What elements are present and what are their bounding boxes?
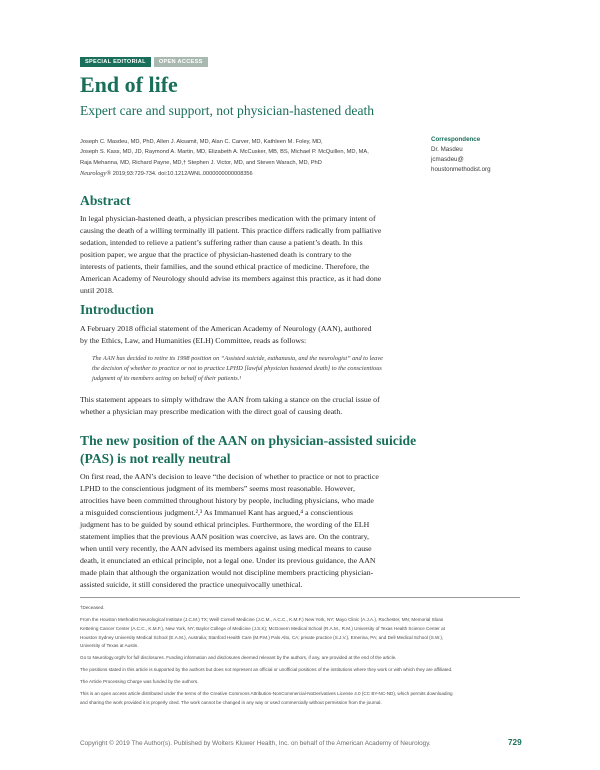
text-line: In legal physician-hastened death, a physician prescribes medication with the primary intent of xyxy=(80,214,376,223)
author-line: Joseph S. Kass, MD, JD, Raymond A. Martin, MD, Elizabeth A. McCusker, MB, BS, Michael P. McQuillen, MD, MA, xyxy=(80,149,369,156)
correspondence-heading: Correspondence xyxy=(431,136,481,143)
section-heading xyxy=(80,432,416,468)
footnote-positions xyxy=(80,666,525,675)
copyright-footer: Copyright © 2019 The Author(s). Published by Wolters Kluwer Health, Inc. on behalf of the American Academy of Neurology. xyxy=(80,740,431,747)
footnote-line: The Article Processing Charge was funded by the authors. xyxy=(80,679,199,684)
correspondence-email-domain[interactable]: houstonmethodist.org xyxy=(431,166,491,174)
introduction-paragraph-1 xyxy=(80,323,520,347)
article-subtitle: Expert care and support, not physician-hastened death xyxy=(80,103,375,118)
section-heading-line: The new position of the AAN on physician-assisted suicide xyxy=(80,433,417,448)
text-line: A February 2018 official statement of the American Academy of Neurology (AAN), authored xyxy=(80,324,372,333)
abstract-heading: Abstract xyxy=(80,193,131,208)
author-line: Joseph C. Masdeu, MD, PhD, Allen J. Aksamit, MD, Alan C. Carver, MD, Kathleen M. Foley, MD, xyxy=(80,139,323,145)
footnote-line: †Deceased. xyxy=(80,605,105,610)
text-line: statement implies that the previous AAN position was coercive, as laws are. On the contrary, xyxy=(80,532,369,542)
footnote-line: Kettering Cancer Center (A.C.C., K.M.F.), New York, NY; Baylor College of Medicine (J.S.K); McGovern Medical School (R.A.M., R.M.) University of Texas Health Science Center at xyxy=(80,625,445,631)
text-line: On first read, the AAN’s decision to leave “the decision of whether to practice or not to practice xyxy=(80,472,379,481)
text-line: causing the death of a willing terminally ill patient. This practice differs radically from palliative xyxy=(80,226,382,236)
text-line: made plain that although the organization would not discipline members practicing physician- xyxy=(80,568,374,578)
correspondence-email-user[interactable]: jcmasdeu@ xyxy=(431,156,464,164)
author-line: Raja Mehanna, MD, Richard Payne, MD,† Stephen J. Victor, MD, and Steven Warach, MD, PhD xyxy=(80,159,322,166)
section-heading-line: (PAS) is not really neutral xyxy=(80,451,231,466)
special-editorial-badge: SPECIAL EDITORIAL xyxy=(80,57,151,67)
footnote-license xyxy=(80,690,525,708)
text-line: position paper, we argue that the practice of physician-hastened death is contrary to the xyxy=(80,250,352,260)
author-list xyxy=(80,137,425,168)
quote-line: The AAN has decided to retire its 1998 position on “Assisted suicide, euthanasia, and the neurologist” and to leave xyxy=(92,355,383,362)
correspondence-name: Dr. Masdeu xyxy=(431,146,463,154)
article-type-badges xyxy=(80,57,208,67)
footnote-affiliations xyxy=(80,616,525,651)
text-line: assisted suicide, it still considered the practice unequivocally unethical. xyxy=(80,580,303,590)
text-line: interests of patients, their families, and the sound ethical practice of medicine. Therefore, the xyxy=(80,262,370,272)
footnote-line: Houston Sydney University Medical School (E.A.M.), Australia; Stanford Health Care (M.P.M.) Palo Alto, CA; private practice (S.J.V.), Emerina, PA; and Dell Medical School (S.W.), xyxy=(80,634,444,640)
footnote-line: and sharing the work provided it is properly cited. The work cannot be changed in any way or used commercially without permission from the journal. xyxy=(80,699,382,705)
text-line: American Academy of Neurology should advise its members against this practice, as it had done xyxy=(80,274,382,284)
text-line: whether a physician may prescribe medication with the direct goal of causing death. xyxy=(80,407,343,417)
footnote-line: University of Texas at Austin. xyxy=(80,643,139,649)
introduction-paragraph-2 xyxy=(80,394,520,418)
text-line: a misguided conscientious judgment.²,³ As Immanuel Kant has argued,⁴ a conscientious xyxy=(80,508,353,518)
introduction-heading: Introduction xyxy=(80,302,154,317)
citation xyxy=(80,170,253,177)
block-quote xyxy=(92,354,517,384)
correspondence-block xyxy=(431,135,541,175)
text-line: judgment has to be guided by sound ethical principles. Furthermore, the wording of the ELH xyxy=(80,520,370,530)
page-number: 729 xyxy=(508,738,522,747)
article-title: End of life xyxy=(80,72,178,97)
section-body xyxy=(80,471,520,591)
journal-name: Neurology® xyxy=(80,170,112,177)
quote-line: judgment of its members acting on behalf of their patients.¹ xyxy=(92,375,242,383)
open-access-badge: OPEN ACCESS xyxy=(154,57,208,67)
text-line: This statement appears to simply withdraw the AAN from taking a stance on the crucial issue of xyxy=(80,395,380,404)
quote-line: the decision of whether to practice or not to practice LPHD [lawful physician hastened death] to the conscientious xyxy=(92,365,382,373)
text-line: when until very recently, the AAN advised its members against using medical means to cause xyxy=(80,544,372,554)
abstract-body xyxy=(80,213,520,297)
footnote-line: This is an open access article distributed under the terms of the Creative Commons Attribution-NonCommercial-NoDerivatives License 4.0 (CC BY-NC-ND), which permits downloading xyxy=(80,691,453,696)
text-line: death, it enunciated an ethical principle, not a legal one. Under its previous guidance, the AAN xyxy=(80,556,376,566)
footnote-line: The positions stated in this article is supported by the authors but does not represent an official or unofficial positions of the institutions where they work or with which they are affiliated. xyxy=(80,667,453,672)
footnote-divider xyxy=(80,597,520,598)
text-line: until 2018. xyxy=(80,286,114,296)
text-line: atrocities have been committed throughout history by people, including physicians, who made xyxy=(80,496,374,506)
footnote-line[interactable]: Go to Neurology.org/N for full disclosures. Funding information and disclosures deemed relevant by the authors, if any, are provided at the end of the article. xyxy=(80,655,397,660)
footnote-deceased xyxy=(80,604,525,613)
text-line: sedation, intended to relieve a patient’s suffering rather than cause a patient’s death. In this xyxy=(80,238,363,248)
footnote-charge xyxy=(80,678,525,687)
text-line: LPHD to the conscientious judgment of its members” seems most reasonable. However, xyxy=(80,484,355,494)
citation-details: 2019;93:729-734. doi:10.1212/WNL.0000000000008356 xyxy=(111,171,253,177)
footnote-funding xyxy=(80,654,525,663)
text-line: by the Ethics, Law, and Humanities (ELH) Committee, reads as follows: xyxy=(80,336,307,346)
footnote-line: From the Houston Methodist Neurological Institute (J.C.M.) TX; Weill Cornell Medicine (J.C.M., A.C.C., K.M.F.) New York, NY; Mayo Clinic (A.J.A.), Rochester, MN; Memorial Sloan xyxy=(80,617,444,622)
